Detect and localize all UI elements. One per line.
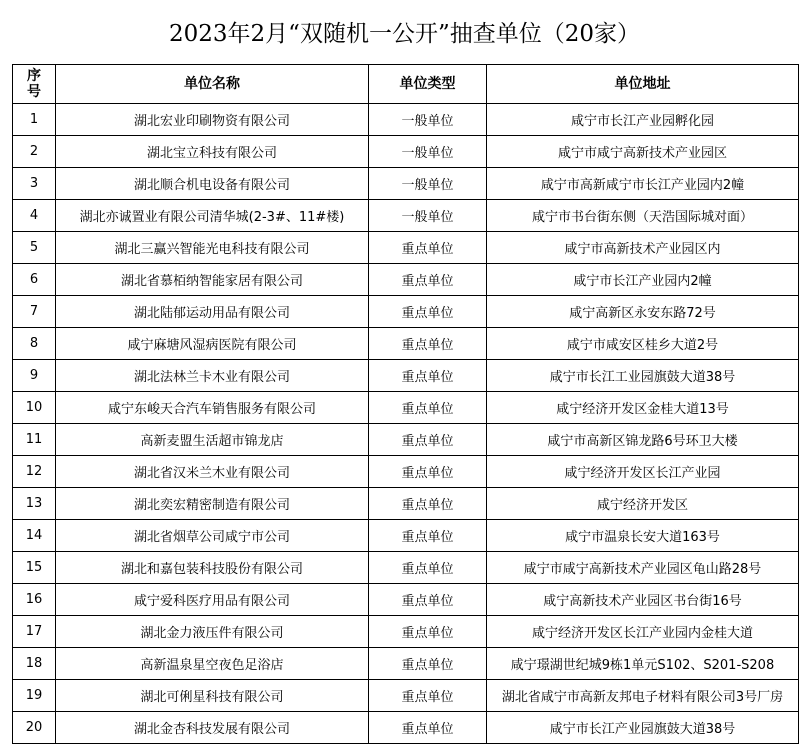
cell-unit-address: 咸宁经济开发区长江产业园内金桂大道: [487, 616, 799, 648]
cell-unit-address: 咸宁高新技术产业园区书台街16号: [487, 584, 799, 616]
cell-unit-address: 咸宁经济开发区: [487, 488, 799, 520]
cell-index: 17: [13, 616, 56, 648]
cell-unit-name: 湖北顺合机电设备有限公司: [56, 168, 369, 200]
cell-unit-name: 湖北省慕栢纳智能家居有限公司: [56, 264, 369, 296]
header-index-bottom: 号: [27, 84, 41, 100]
cell-unit-type: 重点单位: [369, 328, 487, 360]
header-index-top: 序: [27, 68, 41, 84]
table-row: [13, 392, 799, 424]
cell-unit-name: 湖北陆郁运动用品有限公司: [56, 296, 369, 328]
cell-index: 3: [13, 168, 56, 200]
table-row: [13, 200, 799, 232]
cell-index: 18: [13, 648, 56, 680]
cell-unit-address: 湖北省咸宁市高新友邦电子材料有限公司3号厂房: [487, 680, 799, 712]
cell-unit-type: 重点单位: [369, 680, 487, 712]
cell-unit-type: 重点单位: [369, 392, 487, 424]
cell-unit-name: 咸宁麻塘风湿病医院有限公司: [56, 328, 369, 360]
cell-unit-address: 咸宁经济开发区金桂大道13号: [487, 392, 799, 424]
cell-index: 2: [13, 136, 56, 168]
cell-index: 11: [13, 424, 56, 456]
cell-unit-address: 咸宁市高新咸宁市长江产业园内2幢: [487, 168, 799, 200]
table-row: [13, 648, 799, 680]
table-row: [13, 552, 799, 584]
table-header-row: [13, 65, 799, 104]
cell-unit-name: 湖北省烟草公司咸宁市公司: [56, 520, 369, 552]
cell-unit-address: 咸宁市高新区锦龙路6号环卫大楼: [487, 424, 799, 456]
table-row: [13, 488, 799, 520]
table-row: [13, 264, 799, 296]
cell-index: 5: [13, 232, 56, 264]
table-row: [13, 520, 799, 552]
table-body: [13, 104, 799, 744]
table-row: [13, 104, 799, 136]
cell-unit-type: 一般单位: [369, 136, 487, 168]
cell-unit-type: 重点单位: [369, 232, 487, 264]
cell-index: 15: [13, 552, 56, 584]
table-row: [13, 680, 799, 712]
cell-unit-type: 重点单位: [369, 264, 487, 296]
cell-unit-name: 咸宁东峻天合汽车销售服务有限公司: [56, 392, 369, 424]
header-address: 单位地址: [487, 65, 799, 104]
header-name: 单位名称: [56, 65, 369, 104]
cell-index: 8: [13, 328, 56, 360]
cell-unit-address: 咸宁市高新技术产业园区内: [487, 232, 799, 264]
cell-unit-address: 咸宁经济开发区长江产业园: [487, 456, 799, 488]
cell-unit-type: 一般单位: [369, 168, 487, 200]
table-row: [13, 584, 799, 616]
cell-unit-type: 重点单位: [369, 584, 487, 616]
table-row: [13, 456, 799, 488]
cell-unit-type: 重点单位: [369, 648, 487, 680]
cell-unit-address: 咸宁市咸宁高新技术产业园区龟山路28号: [487, 552, 799, 584]
table-row: [13, 360, 799, 392]
header-type: 单位类型: [369, 65, 487, 104]
cell-index: 7: [13, 296, 56, 328]
cell-unit-name: 湖北宏业印刷物资有限公司: [56, 104, 369, 136]
cell-index: 10: [13, 392, 56, 424]
cell-unit-name: 湖北三赢兴智能光电科技有限公司: [56, 232, 369, 264]
cell-unit-name: 湖北法林兰卡木业有限公司: [56, 360, 369, 392]
cell-unit-type: 重点单位: [369, 520, 487, 552]
table-row: [13, 328, 799, 360]
cell-index: 12: [13, 456, 56, 488]
cell-unit-name: 高新麦盟生活超市锦龙店: [56, 424, 369, 456]
cell-unit-name: 高新温泉星空夜色足浴店: [56, 648, 369, 680]
cell-unit-address: 咸宁市咸安区桂乡大道2号: [487, 328, 799, 360]
cell-index: 19: [13, 680, 56, 712]
cell-unit-address: 咸宁市长江产业园孵化园: [487, 104, 799, 136]
table-row: [13, 616, 799, 648]
cell-unit-name: 湖北可俐星科技有限公司: [56, 680, 369, 712]
page-title: 2023年2月“双随机一公开”抽查单位（20家）: [169, 21, 640, 47]
cell-unit-name: 湖北和嘉包装科技股份有限公司: [56, 552, 369, 584]
cell-unit-address: 咸宁市长江产业园旗鼓大道38号: [487, 712, 799, 744]
table-row: [13, 424, 799, 456]
table-row: [13, 136, 799, 168]
cell-unit-name: 咸宁爱科医疗用品有限公司: [56, 584, 369, 616]
cell-index: 13: [13, 488, 56, 520]
cell-unit-name: 湖北金力液压件有限公司: [56, 616, 369, 648]
cell-unit-name: 湖北亦诚置业有限公司清华城(2-3#、11#楼): [56, 200, 369, 232]
cell-index: 4: [13, 200, 56, 232]
cell-unit-address: 咸宁市温泉长安大道163号: [487, 520, 799, 552]
cell-index: 20: [13, 712, 56, 744]
cell-unit-address: 咸宁市书台街东侧（天浩国际城对面）: [487, 200, 799, 232]
cell-unit-type: 重点单位: [369, 552, 487, 584]
cell-unit-address: 咸宁璟湖世纪城9栋1单元S102、S201-S208: [487, 648, 799, 680]
cell-unit-type: 一般单位: [369, 104, 487, 136]
table-row: [13, 712, 799, 744]
cell-unit-address: 咸宁市长江工业园旗鼓大道38号: [487, 360, 799, 392]
cell-unit-name: 湖北奕宏精密制造有限公司: [56, 488, 369, 520]
table-row: [13, 232, 799, 264]
cell-unit-type: 一般单位: [369, 200, 487, 232]
cell-unit-type: 重点单位: [369, 424, 487, 456]
cell-unit-address: 咸宁市咸宁高新技术产业园区: [487, 136, 799, 168]
cell-unit-type: 重点单位: [369, 296, 487, 328]
cell-unit-name: 湖北宝立科技有限公司: [56, 136, 369, 168]
cell-unit-type: 重点单位: [369, 712, 487, 744]
cell-unit-type: 重点单位: [369, 360, 487, 392]
cell-unit-address: 咸宁高新区永安东路72号: [487, 296, 799, 328]
cell-unit-address: 咸宁市长江产业园内2幢: [487, 264, 799, 296]
table-row: [13, 168, 799, 200]
cell-index: 16: [13, 584, 56, 616]
cell-index: 1: [13, 104, 56, 136]
cell-index: 14: [13, 520, 56, 552]
cell-unit-name: 湖北金杏科技发展有限公司: [56, 712, 369, 744]
cell-index: 9: [13, 360, 56, 392]
inspection-table: [12, 64, 799, 744]
cell-unit-type: 重点单位: [369, 488, 487, 520]
header-index: [13, 65, 56, 104]
cell-unit-type: 重点单位: [369, 456, 487, 488]
cell-unit-name: 湖北省汉米兰木业有限公司: [56, 456, 369, 488]
cell-unit-type: 重点单位: [369, 616, 487, 648]
table-row: [13, 296, 799, 328]
cell-index: 6: [13, 264, 56, 296]
